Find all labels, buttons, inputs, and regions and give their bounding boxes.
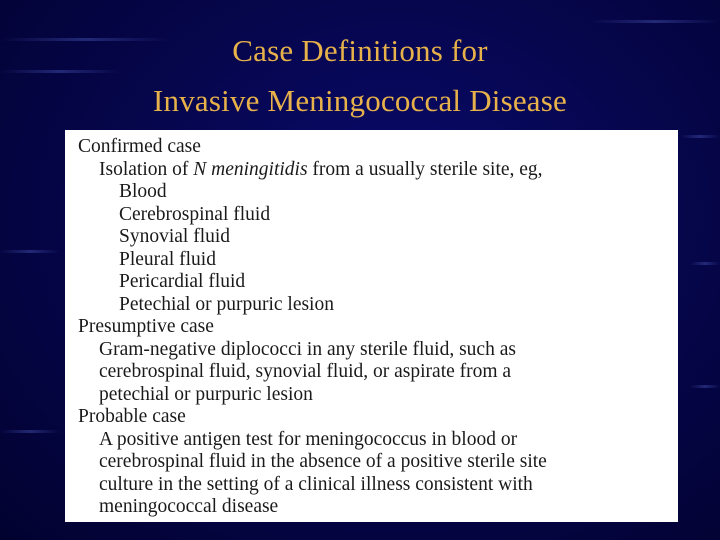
definitions-content <box>78 136 670 519</box>
sterile-site-item: Blood <box>119 181 167 202</box>
sterile-site-item: Synovial fluid <box>119 226 231 247</box>
background-streak <box>590 20 720 23</box>
background-streak <box>0 250 60 253</box>
background-streak <box>680 135 720 138</box>
confirmed-case-heading: Confirmed case <box>78 136 201 157</box>
sterile-site-item: Pericardial fluid <box>119 271 246 292</box>
probable-case-text: meningococcal disease <box>99 496 279 517</box>
probable-case-heading: Probable case <box>78 406 186 427</box>
slide-title <box>0 26 720 126</box>
presumptive-case-text: cerebrospinal fluid, synovial fluid, or aspirate from a <box>99 361 512 382</box>
background-streak <box>690 385 720 388</box>
definitions-panel <box>65 130 678 522</box>
organism-name: N meningitidis <box>193 158 308 180</box>
probable-case-text: culture in the setting of a clinical illness consistent with <box>99 473 533 495</box>
slide-title-line-1: Case Definitions for <box>232 33 488 68</box>
presumptive-case-text: petechial or purpuric lesion <box>99 383 313 405</box>
presumptive-case-heading: Presumptive case <box>78 316 214 337</box>
sterile-site-item: Pleural fluid <box>119 248 216 270</box>
confirmed-case-criterion <box>78 159 670 182</box>
slide-title-line-2: Invasive Meningococcal Disease <box>152 83 567 118</box>
probable-case-text: A positive antigen test for meningococcus in blood or <box>99 428 518 450</box>
background-streak <box>0 430 60 433</box>
sterile-site-item: Cerebrospinal fluid <box>119 203 271 225</box>
probable-case-text: cerebrospinal fluid in the absence of a positive sterile site <box>99 451 547 472</box>
sterile-site-item: Petechial or purpuric lesion <box>119 293 334 315</box>
isolation-prefix: Isolation of <box>99 158 194 180</box>
presumptive-case-text: Gram-negative diplococci in any sterile fluid, such as <box>99 338 516 360</box>
background-streak <box>690 262 720 265</box>
isolation-suffix: from a usually sterile site, eg, <box>307 158 543 180</box>
